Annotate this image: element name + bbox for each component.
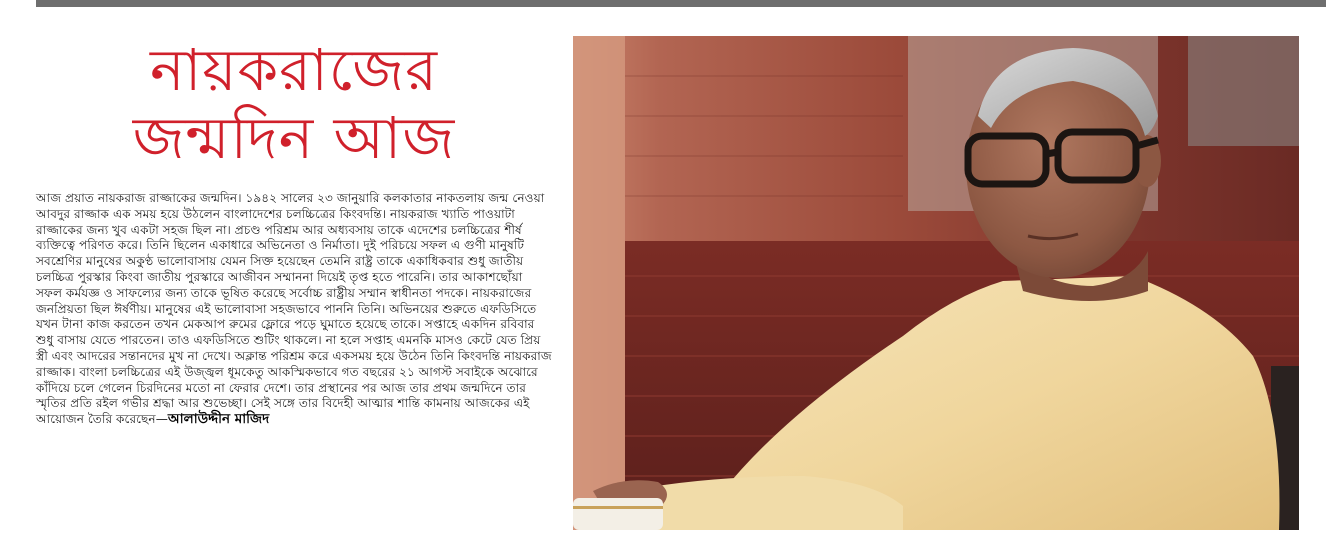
- portrait-photo-illustration: [573, 36, 1299, 530]
- headline-line-2: জন্মদিন আজ: [132, 104, 456, 172]
- headline: [36, 36, 552, 172]
- byline: আলাউদ্দীন মাজিদ: [167, 411, 270, 428]
- article: [36, 36, 552, 548]
- article-body-text: আজ প্রয়াত নায়করাজ রাজ্জাকের জন্মদিন। ১৯৪২ সালের ২৩ জানুয়ারি কলকাতার নাকতলায় জন্ম নেওয়া আবদুর রাজ্জাক এক সময় হয়ে উঠলেন বাংলাদেশের চলচ্চিত্রের কিংবদন্তি। নায়করাজ খ্যাতি পাওয়াটা রাজ্জাকের জন্য খুব একটা সহজ ছিল না। প্রচণ্ড পরিশ্রম আর অধ্যবসায় তাকে এদেশের চলচ্চিত্রের শীর্ষ ব্যক্তিত্বে পরিণত করে। তিনি ছিলেন একাধারে অভিনেতা ও নির্মাতা। দুই পরিচয়ে সফল এ গুণী মানুষটি সবশ্রেণির মানুষের অকুণ্ঠ ভালোবাসায় যেমন সিক্ত হয়েছেন তেমনি রাষ্ট্র তাকে একাধিকবার শুধু জাতীয় চলচ্চিত্র পুরস্কার কিংবা জাতীয় পুরস্কারে আজীবন সম্মাননা দিয়েই তৃপ্ত হতে পারেনি। তার আকাশছোঁয়া সফল কর্মযজ্ঞ ও সাফল্যের জন্য তাকে ভূষিত করেছে সর্বোচ্চ রাষ্ট্রীয় সম্মান স্বাধীনতা পদকে। নায়করাজের জনপ্রিয়তা ছিল ঈর্ষণীয়। মানুষের এই ভালোবাসা সহজভাবে পাননি তিনি। অভিনয়ের শুরুতে এফডিসিতে যখন টানা কাজ করতেন তখন মেকআপ রুমের ফ্লোরে পড়ে ঘুমাতে হয়েছে তাকে। সপ্তাহে একদিন রবিবার শুধু বাসায় যেতে পারতেন। তাও এফডিসিতে শুটিং থাকলে। না হলে সপ্তাহ এমনকি মাসও কেটে যেত প্রিয় স্ত্রী এবং আদরের সন্তানদের মুখ না দেখে। অক্লান্ত পরিশ্রম করে একসময় হয়ে উঠেন তিনি কিংবদন্তি নায়করাজ রাজ্জাক। বাংলা চলচ্চিত্রের এই উজ্জ্বল ধূমকেতু আকস্মিকভাবে গত বছরের ২১ আগস্ট সবাইকে অঝোরে কাঁদিয়ে চলে গেলেন চিরদিনের মতো না ফেরার দেশে। তার প্রস্থানের পর আজ তার প্রথম জন্মদিনে তার স্মৃতির প্রতি রইল গভীর শ্রদ্ধা আর শুভেচ্ছা। সেই সঙ্গে তার বিদেহী আত্মার শান্তি কামনায় আজকের এই আয়োজন তৈরি করেছেন—: [36, 191, 552, 427]
- headline-line-1: নায়করাজের: [149, 36, 438, 104]
- top-rule: [36, 0, 1326, 7]
- article-body: [36, 191, 552, 428]
- portrait-photo: [573, 36, 1299, 530]
